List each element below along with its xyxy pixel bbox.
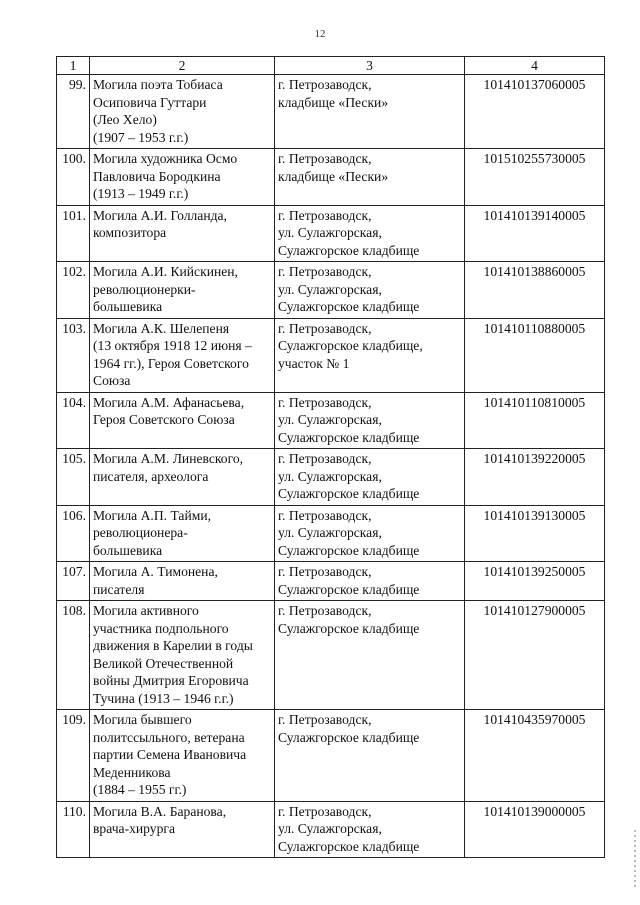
object-name: Могила А.И. Голланда, композитора <box>90 205 275 262</box>
object-name: Могила поэта Тобиаса Осиповича Гуттари (Лео Хело) (1907 – 1953 г.г.) <box>90 75 275 149</box>
table-row <box>57 392 605 449</box>
object-name: Могила А.П. Тайми, революционера- большевика <box>90 505 275 562</box>
table-row <box>57 205 605 262</box>
table-row <box>57 149 605 206</box>
row-number: 110. <box>57 801 90 858</box>
heritage-registry-table <box>56 56 605 858</box>
object-name: Могила активного участника подпольного движения в Карелии в годы Великой Отечественной войны Дмитрия Егоровича Тучина (1913 – 1946 г.г.) <box>90 601 275 710</box>
object-address: г. Петрозаводск, ул. Сулажгорская, Сулажгорское кладбище <box>275 262 465 319</box>
registry-code: 101510255730005 <box>465 149 605 206</box>
table-row <box>57 449 605 506</box>
object-name: Могила А.М. Линевского, писателя, археолога <box>90 449 275 506</box>
registry-code: 101410139250005 <box>465 562 605 601</box>
row-number: 108. <box>57 601 90 710</box>
object-address: г. Петрозаводск, Сулажгорское кладбище <box>275 601 465 710</box>
registry-code: 101410139220005 <box>465 449 605 506</box>
column-header-3: 3 <box>275 57 465 75</box>
registry-code: 101410139130005 <box>465 505 605 562</box>
registry-code: 101410139000005 <box>465 801 605 858</box>
object-address: г. Петрозаводск, ул. Сулажгорская, Сулажгорское кладбище <box>275 505 465 562</box>
registry-code: 101410110880005 <box>465 318 605 392</box>
table-body <box>57 75 605 858</box>
column-header-4: 4 <box>465 57 605 75</box>
column-header-2: 2 <box>90 57 275 75</box>
registry-code: 101410435970005 <box>465 710 605 802</box>
table-row <box>57 562 605 601</box>
object-address: г. Петрозаводск, ул. Сулажгорская, Сулажгорское кладбище <box>275 205 465 262</box>
registry-code: 101410139140005 <box>465 205 605 262</box>
registry-code: 101410137060005 <box>465 75 605 149</box>
object-address: г. Петрозаводск, ул. Сулажгорская, Сулажгорское кладбище <box>275 392 465 449</box>
table-row <box>57 505 605 562</box>
object-address: г. Петрозаводск, ул. Сулажгорская, Сулажгорское кладбище <box>275 449 465 506</box>
object-address: г. Петрозаводск, Сулажгорское кладбище <box>275 710 465 802</box>
registry-code: 101410110810005 <box>465 392 605 449</box>
column-header-1: 1 <box>57 57 90 75</box>
object-name: Могила А.М. Афанасьева, Героя Советского Союза <box>90 392 275 449</box>
table-row <box>57 318 605 392</box>
table-row <box>57 601 605 710</box>
row-number: 109. <box>57 710 90 802</box>
object-address: г. Петрозаводск, ул. Сулажгорская, Сулажгорское кладбище <box>275 801 465 858</box>
table-row <box>57 75 605 149</box>
row-number: 99. <box>57 75 90 149</box>
object-name: Могила А. Тимонена, писателя <box>90 562 275 601</box>
registry-code: 101410138860005 <box>465 262 605 319</box>
object-name: Могила бывшего политссыльного, ветерана партии Семена Ивановича Меденникова (1884 – 1955 гг.) <box>90 710 275 802</box>
row-number: 102. <box>57 262 90 319</box>
row-number: 101. <box>57 205 90 262</box>
table-row <box>57 801 605 858</box>
registry-code: 101410127900005 <box>465 601 605 710</box>
table-row <box>57 262 605 319</box>
row-number: 107. <box>57 562 90 601</box>
row-number: 106. <box>57 505 90 562</box>
row-number: 104. <box>57 392 90 449</box>
object-name: Могила художника Осмо Павловича Бородкина (1913 – 1949 г.г.) <box>90 149 275 206</box>
object-name: Могила А.И. Кийскинен, революционерки- большевика <box>90 262 275 319</box>
page-number: 12 <box>314 28 326 40</box>
object-address: г. Петрозаводск, кладбище «Пески» <box>275 149 465 206</box>
row-number: 105. <box>57 449 90 506</box>
object-name: Могила А.К. Шелепеня (13 октября 1918 12 июня – 1964 гг.), Героя Советского Союза <box>90 318 275 392</box>
object-address: г. Петрозаводск, кладбище «Пески» <box>275 75 465 149</box>
row-number: 100. <box>57 149 90 206</box>
object-address: г. Петрозаводск, Сулажгорское кладбище, участок № 1 <box>275 318 465 392</box>
row-number: 103. <box>57 318 90 392</box>
object-name: Могила В.А. Баранова, врача-хирурга <box>90 801 275 858</box>
scan-margin-mark <box>634 830 636 890</box>
table-header-row <box>57 57 605 75</box>
object-address: г. Петрозаводск, Сулажгорское кладбище <box>275 562 465 601</box>
table-row <box>57 710 605 802</box>
